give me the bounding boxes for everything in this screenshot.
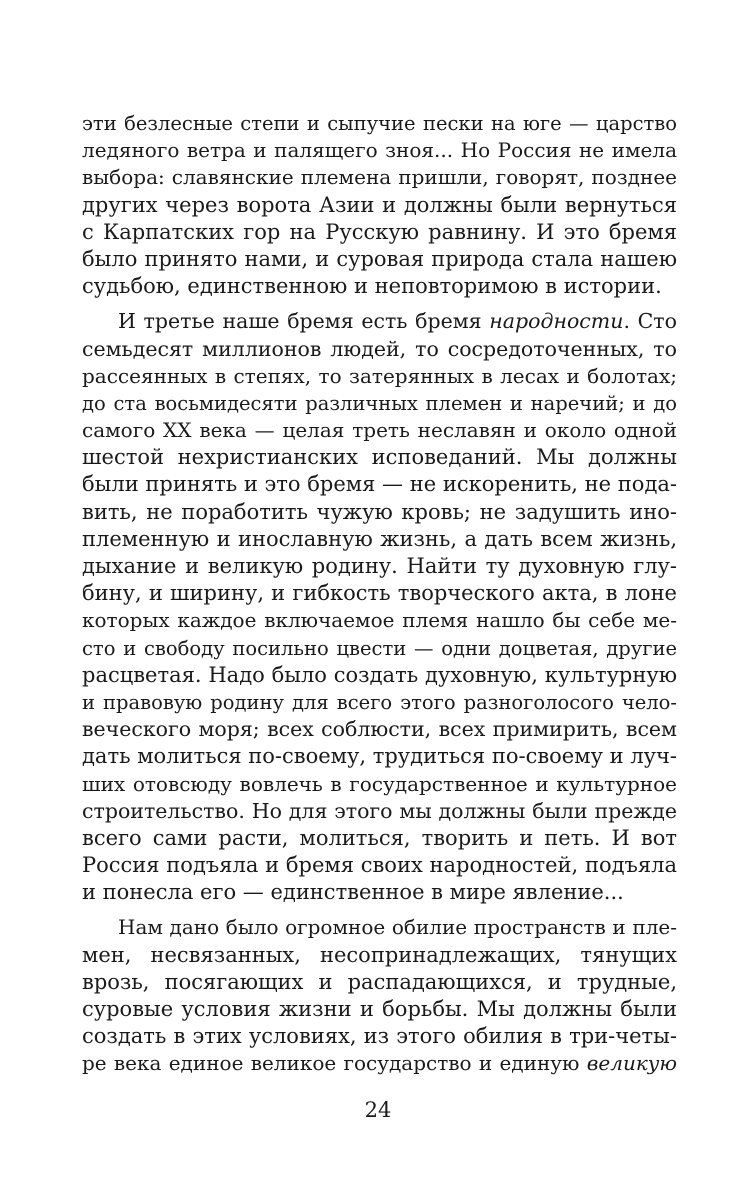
text-line: вить, не поработить чужую кровь; не задушить ино- xyxy=(82,499,677,524)
text-line: ших отовсюду вовлечь в государственное и культурное xyxy=(82,771,677,796)
italic-term: народности xyxy=(489,309,624,334)
text-segment: . Сто xyxy=(623,309,677,334)
text-line: сто и свободу посильно цвести — одни доцветая, другие xyxy=(82,636,677,660)
text-line: всего сами расти, молиться, творить и петь. И вот xyxy=(82,825,677,850)
text-line: дать молиться по-своему, трудиться по-своему и луч- xyxy=(82,744,677,769)
text-segment: ре века единое великое государство и единую xyxy=(82,1051,587,1076)
text-line: которых каждое включаемое племя нашло бы себе ме- xyxy=(82,608,677,633)
paragraph-3 xyxy=(82,914,677,1077)
text-line: с Карпатских гор на Русскую равнину. И это бремя xyxy=(82,219,677,244)
text-line: Нам дано было огромное обилие пространств и пле- xyxy=(118,915,677,940)
text-line: Россия подъяла и бремя своих народностей, подъяла xyxy=(82,853,677,878)
text-segment: И третье наше бремя есть бремя xyxy=(118,309,490,334)
text-line: других через ворота Азии и должны были вернуться xyxy=(82,192,677,217)
text-line: создать в этих условиях, из этого обилия в три-четы- xyxy=(82,1024,677,1049)
text-line: веческого моря; всех соблюсти, всех примирить, всем xyxy=(82,717,677,742)
text-line: до ста восьмидесяти различных племен и наречий; и до xyxy=(82,391,677,415)
text-line: эти безлесные степи и сыпучие пески на юге — царство xyxy=(82,112,677,135)
text-line: мен, несвязанных, несопринадлежащих, тянущих xyxy=(82,942,677,967)
text-line: и правовую родину для всего этого разноголосого чело- xyxy=(82,690,677,714)
page-text-block xyxy=(82,110,677,1078)
page-number: 24 xyxy=(364,1098,392,1122)
text-line xyxy=(82,308,677,335)
text-line: племенную и инославную жизнь, а дать всем жизнь, xyxy=(82,526,677,551)
text-line: шестой нехристианских исповеданий. Мы должны xyxy=(82,445,677,470)
text-line: было принято нами, и суровая природа стала нашею xyxy=(82,246,677,271)
paragraph-1 xyxy=(82,110,677,300)
text-line xyxy=(82,1050,677,1077)
text-line: были принять и это бремя — не искоренить, не пода- xyxy=(82,472,677,497)
text-line: суровые условия жизни и борьбы. Мы должны были xyxy=(82,997,677,1021)
paragraph-2 xyxy=(82,308,677,906)
text-line: рассеянных в степях, то затерянных в лесах и болотах; xyxy=(82,363,677,388)
text-line: бину, и ширину, и гибкость творческого акта, в лоне xyxy=(82,581,677,606)
text-line: ледяного ветра и палящего зноя... Но Россия не имела xyxy=(82,138,677,163)
text-line: самого XX века — целая треть неславян и около одной xyxy=(82,418,677,443)
text-line: дыхание и великую родину. Найти ту духовную глу- xyxy=(82,554,677,578)
italic-term: великую xyxy=(586,1051,677,1076)
text-line: семьдесят миллионов людей, то сосредоточенных, то xyxy=(82,336,677,361)
text-line: врозь, посягающих и распадающихся, и трудные, xyxy=(82,969,677,994)
text-line: и понесла его — единственное в мире явление... xyxy=(82,880,624,905)
text-line: выбора: славянские племена пришли, говорят, позднее xyxy=(82,165,677,190)
text-line: судьбою, единственною и неповторимою в истории. xyxy=(82,274,662,299)
text-line: расцветая. Надо было создать духовную, культурную xyxy=(82,662,677,687)
text-line: строительство. Но для этого мы должны были прежде xyxy=(82,798,677,823)
